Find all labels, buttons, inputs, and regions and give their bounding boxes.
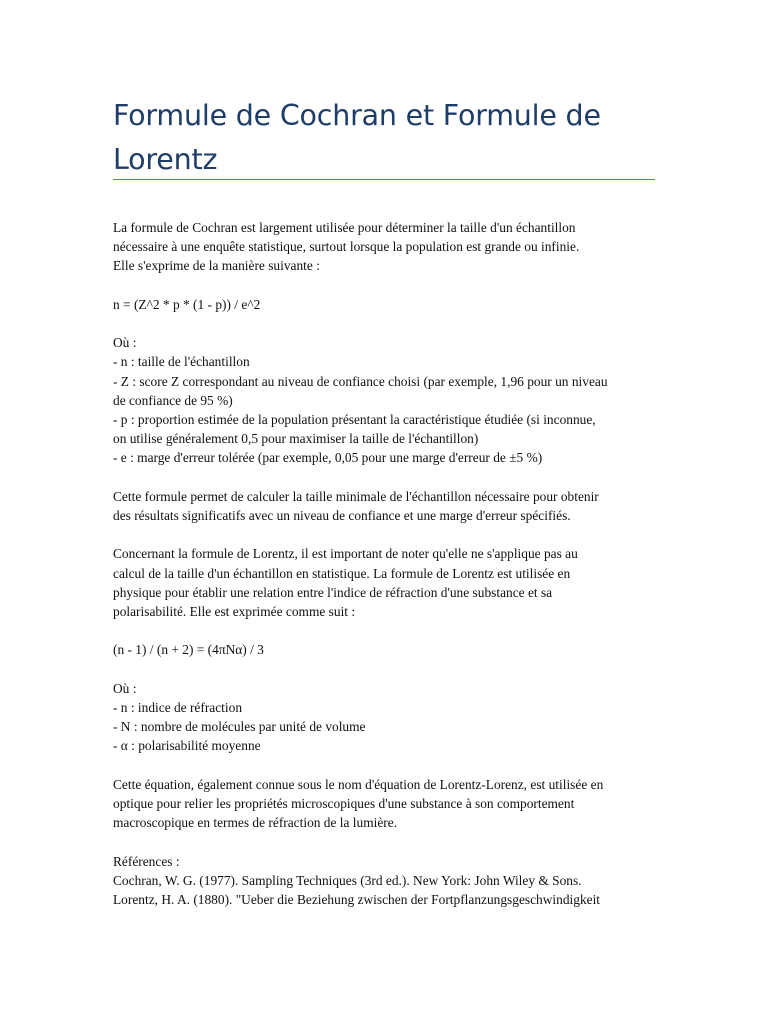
- text-line: Lorentz, H. A. (1880). "Ueber die Beziehung zwischen der Fortpflanzungsgeschwindigkeit: [113, 891, 601, 907]
- text-line: n = (Z^2 * p * (1 - p)) / e^2: [113, 296, 261, 312]
- text-line: - e : marge d'erreur tolérée (par exemple, 0,05 pour une marge d'erreur de ±5 %): [113, 450, 543, 466]
- document-body: [113, 218, 673, 928]
- text-line: des résultats significatifs avec un niveau de confiance et une marge d'erreur spécifiés.: [113, 508, 571, 523]
- title-line: Lorentz: [113, 143, 218, 176]
- paragraph-cochran-variables: [113, 333, 673, 467]
- text-line: - n : taille de l'échantillon: [113, 354, 250, 370]
- paragraph-lorentz-variables: [113, 679, 673, 756]
- text-line: calcul de la taille d'un échantillon en statistique. La formule de Lorentz est utilisée en: [113, 565, 571, 581]
- text-line: Cette équation, également connue sous le nom d'équation de Lorentz-Lorenz, est utilisée en: [113, 776, 604, 792]
- text-line: macroscopique en termes de réfraction de la lumière.: [113, 815, 398, 831]
- text-line: nécessaire à une enquête statistique, surtout lorsque la population est grande ou infinie.: [113, 239, 580, 255]
- text-line: polarisabilité. Elle est exprimée comme suit :: [113, 604, 356, 619]
- formula-cochran: [113, 295, 673, 314]
- text-line: optique pour relier les propriétés microscopiques d'une substance à son comportement: [113, 795, 575, 811]
- paragraph-lorentz-intro: [113, 544, 673, 621]
- text-line: Références :: [113, 853, 180, 869]
- formula-lorentz: [113, 640, 673, 659]
- text-line: - p : proportion estimée de la population présentant la caractéristique étudiée (si inconnue,: [113, 412, 596, 427]
- text-line: de confiance de 95 %): [113, 392, 233, 408]
- text-line: - Z : score Z correspondant au niveau de confiance choisi (par exemple, 1,96 pour un niveau: [113, 373, 608, 389]
- text-line: (n - 1) / (n + 2) = (4πNα) / 3: [113, 642, 264, 658]
- text-line: physique pour établir une relation entre l'indice de réfraction d'une substance et sa: [113, 584, 553, 600]
- text-line: Où :: [113, 680, 137, 696]
- text-line: Concernant la formule de Lorentz, il est important de noter qu'elle ne s'applique pas au: [113, 546, 578, 562]
- text-line: La formule de Cochran est largement utilisée pour déterminer la taille d'un échantillon: [113, 220, 576, 235]
- title-underline: [113, 179, 655, 180]
- text-line: Cette formule permet de calculer la taille minimale de l'échantillon nécessaire pour obtenir: [113, 488, 599, 504]
- title-line: Formule de Cochran et Formule de: [113, 99, 601, 132]
- text-line: on utilise généralement 0,5 pour maximiser la taille de l'échantillon): [113, 431, 479, 447]
- text-line: Elle s'exprime de la manière suivante :: [113, 258, 320, 274]
- paragraph-cochran-summary: [113, 487, 673, 525]
- document-title: [113, 94, 655, 182]
- paragraph-references: [113, 852, 673, 910]
- text-line: - n : indice de réfraction: [113, 699, 243, 715]
- text-line: - α : polarisabilité moyenne: [113, 738, 261, 754]
- paragraph-lorentz-summary: [113, 775, 673, 833]
- text-line: Cochran, W. G. (1977). Sampling Techniques (3rd ed.). New York: John Wiley & Sons.: [113, 872, 582, 888]
- text-line: - N : nombre de molécules par unité de volume: [113, 719, 366, 735]
- text-line: Où :: [113, 335, 137, 351]
- paragraph-cochran-intro: [113, 218, 673, 276]
